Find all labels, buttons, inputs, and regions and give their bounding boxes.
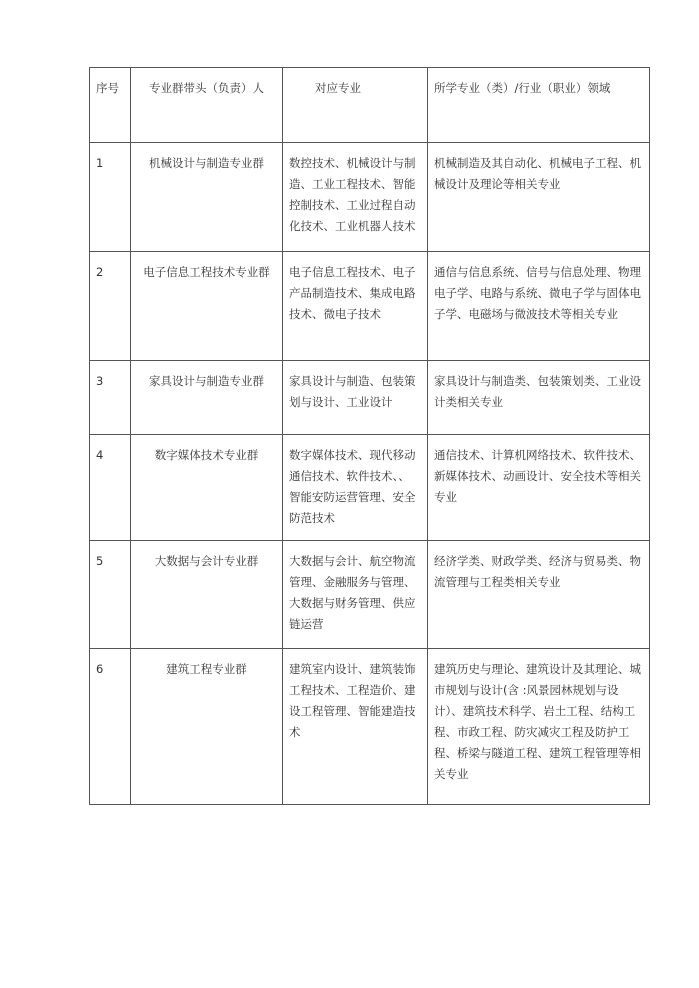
row-lead: 电子信息工程技术专业群 <box>131 252 283 361</box>
table-row <box>90 252 650 361</box>
row-lead: 数字媒体技术专业群 <box>131 435 283 541</box>
header-lead: 专业群带头（负责）人 <box>131 68 283 143</box>
row-field: 通信与信息系统、信号与信息处理、物理电子学、电路与系统、微电子学与固体电子学、电磁场与微波技术等相关专业 <box>428 252 650 361</box>
header-major: 对应专业 <box>283 68 428 143</box>
row-major: 数字媒体技术、现代移动通信技术、软件技术、、智能安防运营管理、安全防范技术 <box>283 435 428 541</box>
row-lead: 大数据与会计专业群 <box>131 541 283 649</box>
row-major: 电子信息工程技术、电子产品制造技术、集成电路技术、微电子技术 <box>283 252 428 361</box>
row-field: 建筑历史与理论、建筑设计及其理论、城市规划与设计(含 :风景园林规划与设计）、建筑技术科学、岩土工程、结构工程、市政工程、防灾减灾工程及防护工程、桥梁与隧道工程、建筑工程管理等相关专业 <box>428 649 650 805</box>
row-index: 4 <box>90 435 131 541</box>
row-field: 经济学类、财政学类、经济与贸易类、物流管理与工程类相关专业 <box>428 541 650 649</box>
table-header-row <box>90 68 650 143</box>
row-index: 2 <box>90 252 131 361</box>
table-row <box>90 541 650 649</box>
row-lead: 家具设计与制造专业群 <box>131 361 283 435</box>
row-index: 6 <box>90 649 131 805</box>
row-lead: 建筑工程专业群 <box>131 649 283 805</box>
row-field: 机械制造及其自动化、机械电子工程、机械设计及理论等相关专业 <box>428 143 650 252</box>
row-index: 1 <box>90 143 131 252</box>
row-major: 大数据与会计、航空物流管理、金融服务与管理、大数据与财务管理、供应链运营 <box>283 541 428 649</box>
row-major: 家具设计与制造、包装策划与设计、工业设计 <box>283 361 428 435</box>
table-row <box>90 361 650 435</box>
row-index: 3 <box>90 361 131 435</box>
header-index: 序号 <box>90 68 131 143</box>
row-major: 数控技术、机械设计与制造、工业工程技术、智能控制技术、工业过程自动化技术、工业机器人技术 <box>283 143 428 252</box>
row-field: 通信技术、计算机网络技术、软件技术、新媒体技术、动画设计、安全技术等相关专业 <box>428 435 650 541</box>
row-lead: 机械设计与制造专业群 <box>131 143 283 252</box>
row-major: 建筑室内设计、建筑装饰工程技术、工程造价、建设工程管理、智能建造技术 <box>283 649 428 805</box>
row-index: 5 <box>90 541 131 649</box>
table-row <box>90 143 650 252</box>
table-row <box>90 649 650 805</box>
table-row <box>90 435 650 541</box>
majors-table <box>89 67 650 805</box>
row-field: 家具设计与制造类、包装策划类、工业设计类相关专业 <box>428 361 650 435</box>
header-field: 所学专业（类）/行业（职业）领域 <box>428 68 650 143</box>
